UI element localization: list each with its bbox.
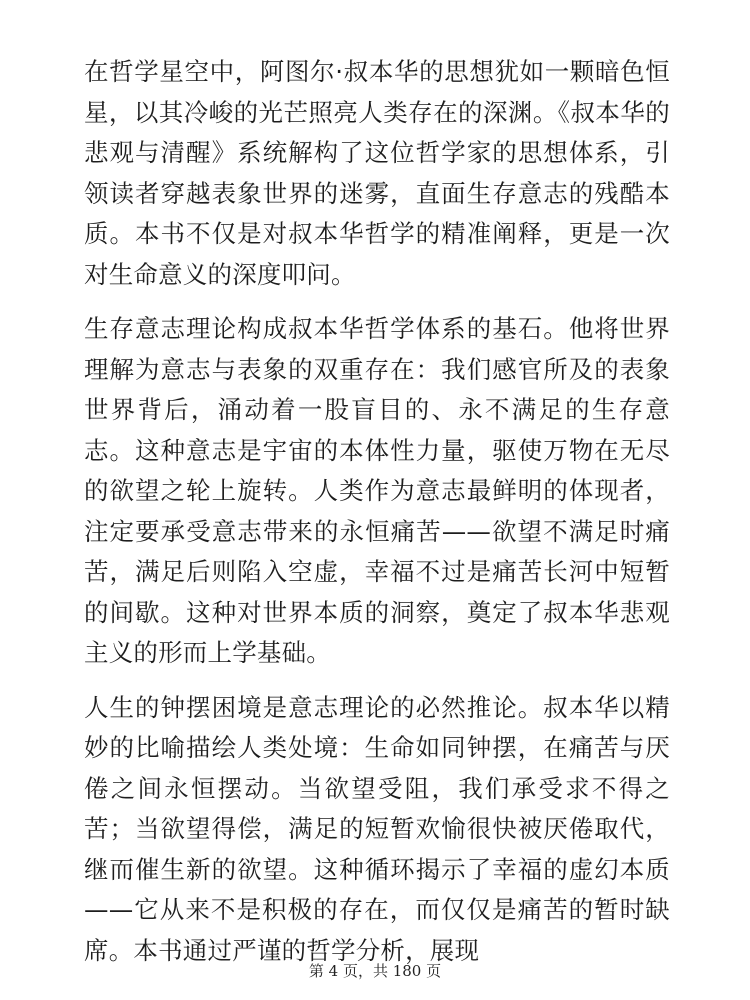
paragraph-2: 生存意志理论构成叔本华哲学体系的基石。他将世界理解为意志与表象的双重存在：我们感官所及的表象世界背后，涌动着一股盲目的、永不满足的生存意志。这种意志是宇宙的本体性力量，驱使万物在无尽的欲望之轮上旋转。人类作为意志最鲜明的体现者，注定要承受意志带来的永恒痛苦——欲望不满足时痛苦，满足后则陷入空虚，幸福不过是痛苦长河中短暂的间歇。这种对世界本质的洞察，奠定了叔本华悲观主义的形而上学基础。 [84,314,670,667]
page-number-footer: 第 4 页，共 180 页 [308,962,442,980]
body-text [84,52,670,985]
paragraph-3: 人生的钟摆困境是意志理论的必然推论。叔本华以精妙的比喻描绘人类处境：生命如同钟摆，在痛苦与厌倦之间永恒摆动。当欲望受阻，我们承受求不得之苦；当欲望得偿，满足的短暂欢愉很快被厌倦取代，继而催生新的欲望。这种循环揭示了幸福的虚幻本质——它从来不是积极的存在，而仅仅是痛苦的暂时缺席。本书通过严谨的哲学分析，展现 [84,692,670,965]
paragraph-1: 在哲学星空中，阿图尔·叔本华的思想犹如一颗暗色恒星，以其冷峻的光芒照亮人类存在的深渊。《叔本华的悲观与清醒》系统解构了这位哲学家的思想体系，引领读者穿越表象世界的迷雾，直面生存意志的残酷本质。本书不仅是对叔本华哲学的精准阐释，更是一次对生命意义的深度叩问。 [84,57,670,289]
